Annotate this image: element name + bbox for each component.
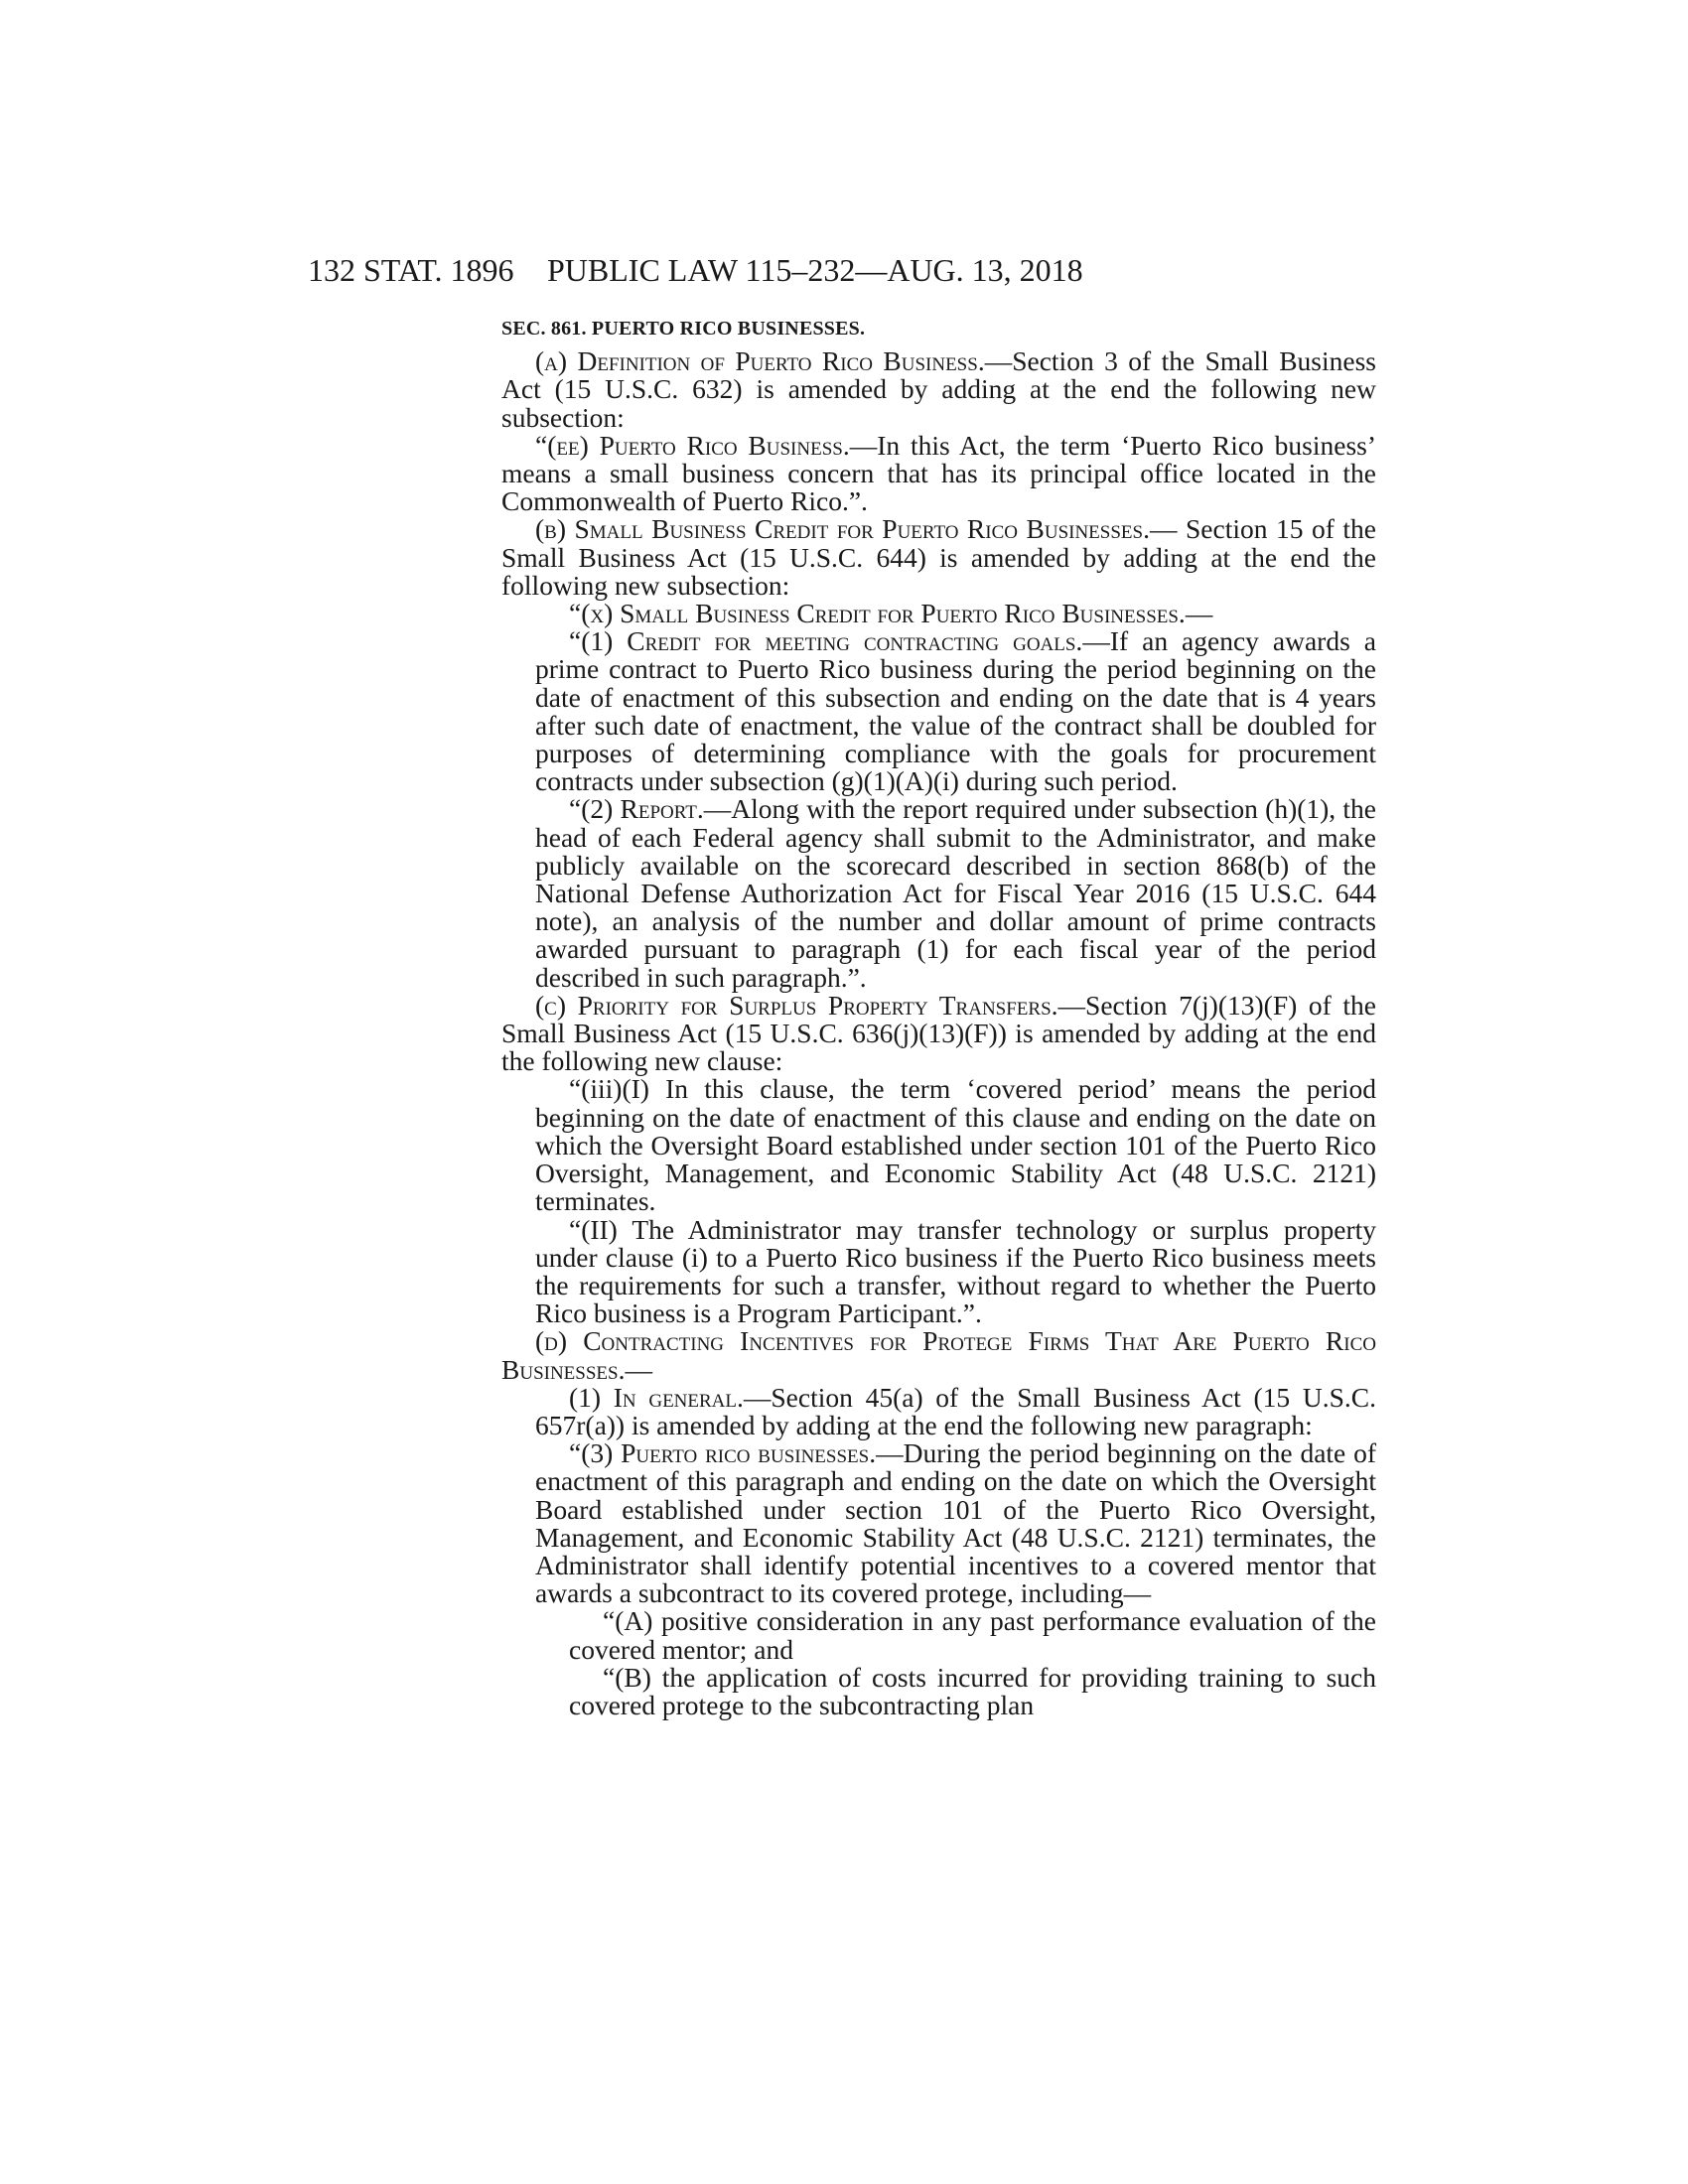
paragraph-x1 <box>501 627 1376 795</box>
paragraph-b <box>501 515 1376 600</box>
paragraph-dA <box>501 1607 1376 1663</box>
text-d1: —Section 45(a) of the Small Business Act (15 U.S.C. 657r(a)) is amended by adding at the end the following new paragraph: <box>535 1381 1376 1440</box>
heading-b: (b) Small Business Credit for Puerto Rico Businesses. <box>535 513 1150 545</box>
text-ee: —In this Act, the term ‘Puerto Rico business’ means a small business concern that has its principal office located in the Commonwealth of Puerto Rico.”. <box>501 429 1377 517</box>
paragraph-x <box>501 600 1376 627</box>
text-b: — Section 15 of the Small Business Act (15 U.S.C. 644) is amended by adding at the end the following new subsection: <box>501 513 1376 601</box>
text-d: — <box>625 1353 652 1385</box>
paragraph-c <box>501 989 1377 1077</box>
text-a: —Section 3 of the Small Business Act (15 U.S.C. 632) is amended by adding at the end the following new subsection: <box>501 345 1376 433</box>
paragraph-a <box>501 347 1376 432</box>
paragraph-ee <box>501 429 1377 517</box>
text-II: “(II) The Administrator may transfer technology or surplus property under clause (i) to a Puerto Rico business if the Puerto Rico business meets the requirements for such a transfer, without regard to whether the Puerto Rico business is a Program Participant.”. <box>535 1213 1376 1329</box>
paragraph-d3 <box>501 1439 1376 1607</box>
paragraph-x2 <box>501 795 1376 991</box>
heading-d: (d) Contracting Incentives for Protege Firms That Are Puerto Rico Businesses. <box>501 1325 1376 1385</box>
paragraph-II <box>501 1213 1376 1329</box>
heading-ee: “(ee) Puerto Rico Business. <box>535 429 850 461</box>
heading-x1: “(1) Credit for meeting contracting goals. <box>569 625 1083 657</box>
paragraph-iii <box>501 1075 1376 1215</box>
section-body <box>501 315 1376 1719</box>
statute-citation: 132 STAT. 1896 <box>308 252 514 288</box>
heading-c: (c) Priority for Surplus Property Transfers. <box>535 989 1058 1021</box>
paragraph-dB <box>501 1661 1376 1720</box>
text-x2: —Along with the report required under subsection (h)(1), the head of each Federal agency shall submit to the Administrator, and make publicly available on the scorecard described in section 868(b) of the National Defense Authorization Act for Fiscal Year 2016 (15 U.S.C. 644 note), an analysis of the number and dollar amount of prime contracts awarded pursuant to paragraph (1) for each fiscal year of the period described in such paragraph.”. <box>535 793 1376 993</box>
section-heading: SEC. 861. PUERTO RICO BUSINESSES. <box>501 318 866 340</box>
heading-a: (a) Definition of Puerto Rico Business. <box>535 345 985 377</box>
text-d3: —During the period beginning on the date of enactment of this paragraph and ending on the date on which the Oversight Board established under section 101 of the Puerto Rico Oversight, Management, and Economic Stability Act (48 U.S.C. 2121) terminates, the Administrator shall identify potential incentives to a covered mentor that awards a subcontract to its covered protege, including— <box>535 1437 1376 1609</box>
text-x: — <box>1185 598 1213 629</box>
running-header <box>308 250 1360 290</box>
text-x1: —If an agency awards a prime contract to Puerto Rico business during the period beginning on the date of enactment of this subsection and ending on the date that is 4 years after such date of enactment, the value of the contract shall be doubled for purposes of determining compliance with the goals for procurement contracts under subsection (g)(1)(A)(i) during such period. <box>535 625 1376 797</box>
heading-x2: “(2) Report. <box>569 793 704 825</box>
heading-x: “(x) Small Business Credit for Puerto Rico Businesses. <box>569 598 1186 629</box>
text-dA: “(A) positive consideration in any past performance evaluation of the covered mentor; and <box>569 1605 1376 1665</box>
heading-d1: (1) In general. <box>569 1381 744 1413</box>
text-dB: “(B) the application of costs incurred for providing training to such covered protege to the subcontracting plan <box>569 1661 1376 1720</box>
paragraph-d1 <box>501 1381 1376 1440</box>
public-law-citation: PUBLIC LAW 115–232—AUG. 13, 2018 <box>547 252 1083 288</box>
text-c: —Section 7(j)(13)(F) of the Small Business Act (15 U.S.C. 636(j)(13)(F)) is amended by adding at the end the following new clause: <box>501 989 1377 1077</box>
text-iii: “(iii)(I) In this clause, the term ‘covered period’ means the period beginning on the date of enactment of this clause and ending on the date on which the Oversight Board established under section 101 of the Puerto Rico Oversight, Management, and Economic Stability Act (48 U.S.C. 2121) terminates. <box>535 1073 1376 1217</box>
paragraph-d <box>501 1327 1376 1383</box>
heading-d3: “(3) Puerto rico businesses. <box>569 1437 877 1469</box>
